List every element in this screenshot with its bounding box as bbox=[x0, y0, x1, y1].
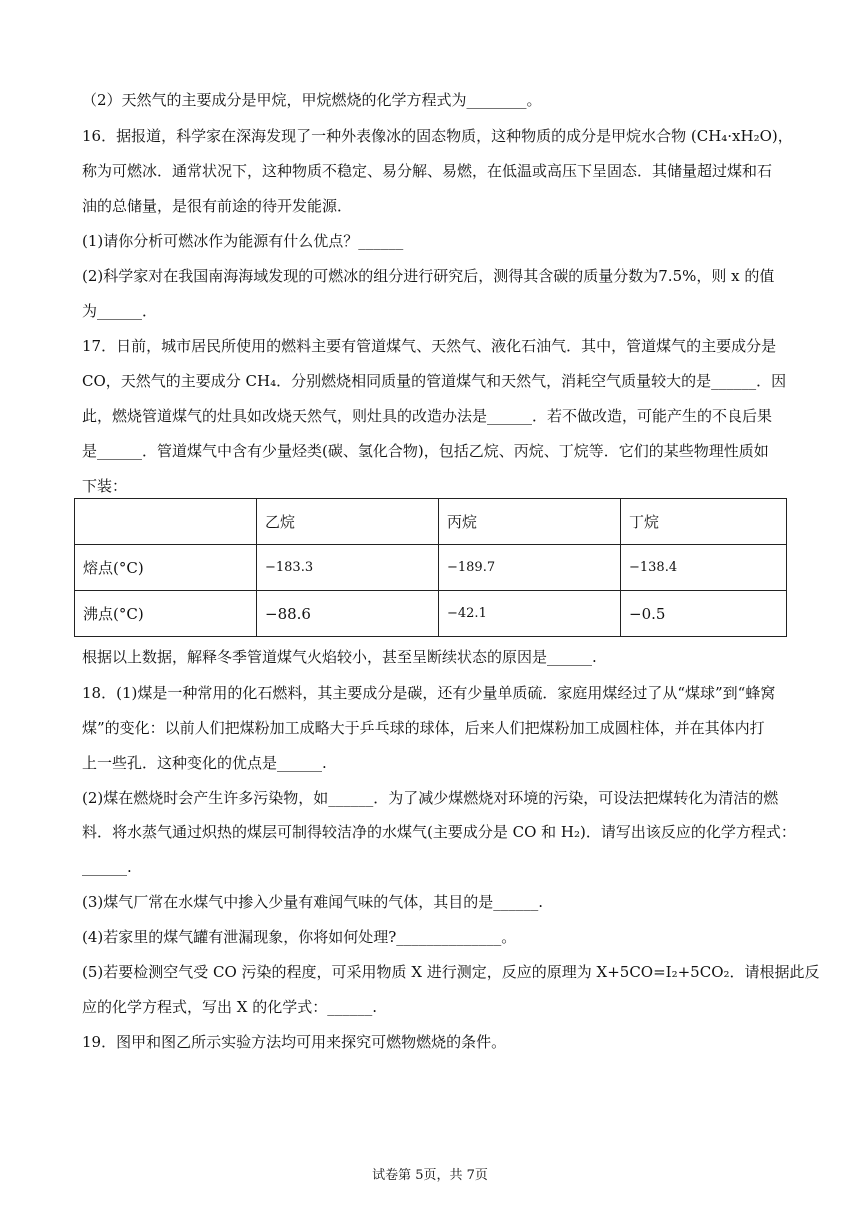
table-cell: −42.1 bbox=[439, 591, 621, 637]
q18-part5-line2: 应的化学方程式，写出 X 的化学式：______. bbox=[82, 998, 377, 1016]
q18-part4: (4)若家里的煤气罐有泄漏现象，你将如何处理?______________。 bbox=[82, 928, 517, 946]
row-label: 沸点(°C) bbox=[75, 591, 257, 637]
q17-stem-line3: 此，燃烧管道煤气的灶具如改烧天然气，则灶具的改造办法是______．若不做改造，可能产生的不良后果 bbox=[82, 407, 773, 425]
page-footer: 试卷第 5页，共 7页 bbox=[372, 1168, 488, 1183]
q18-part1-line3: 上一些孔．这种变化的优点是______. bbox=[82, 754, 327, 772]
q18-part2-line2: 料．将水蒸气通过炽热的煤层可制得较洁净的水煤气(主要成分是 CO 和 H₂)．请写出该反应的化学方程式： bbox=[82, 823, 796, 841]
table-cell: −138.4 bbox=[621, 545, 787, 591]
table-row bbox=[75, 545, 787, 591]
table-header-row bbox=[75, 499, 787, 545]
q18-part2-line3: ______. bbox=[82, 858, 132, 876]
q16-part1: (1)请你分析可燃冰作为能源有什么优点？______ bbox=[82, 232, 404, 250]
table-header-cell: 乙烷 bbox=[257, 499, 439, 545]
q15-part2: （2）天然气的主要成分是甲烷，甲烷燃烧的化学方程式为________。 bbox=[82, 91, 542, 109]
q16-stem-line2: 称为可燃冰．通常状况下，这种物质不稳定、易分解、易燃，在低温或高压下呈固态．其储量超过煤和石 bbox=[82, 162, 773, 180]
table-header-cell: 丁烷 bbox=[621, 499, 787, 545]
q17-followup: 根据以上数据，解释冬季管道煤气火焰较小，甚至呈断续状态的原因是______. bbox=[82, 648, 597, 666]
q16-part2-line1: (2)科学家对在我国南海海域发现的可燃冰的组分进行研究后，测得其含碳的质量分数为7.5%，则 x 的值 bbox=[82, 267, 775, 285]
table-header-cell bbox=[75, 499, 257, 545]
table-cell: −189.7 bbox=[439, 545, 621, 591]
table-cell: −88.6 bbox=[257, 591, 439, 637]
table-cell: −0.5 bbox=[621, 591, 787, 637]
q17-stem-line2: CO，天然气的主要成分 CH₄．分别燃烧相同质量的管道煤气和天然气，消耗空气质量较大的是______．因 bbox=[82, 372, 787, 390]
table-row bbox=[75, 591, 787, 637]
q17-stem-line5: 下装： bbox=[82, 477, 128, 495]
table-cell: −183.3 bbox=[257, 545, 439, 591]
row-label: 熔点(°C) bbox=[75, 545, 257, 591]
q18-part1-line1: 18．(1)煤是一种常用的化石燃料，其主要成分是碳，还有少量单质硫．家庭用煤经过了从“煤球”到“蜂窝 bbox=[82, 684, 776, 702]
q18-part3: (3)煤气厂常在水煤气中掺入少量有难闻气味的气体，其目的是______. bbox=[82, 893, 544, 911]
q18-part5-line1: (5)若要检测空气受 CO 污染的程度，可采用物质 X 进行测定，反应的原理为 X+5CO=I₂+5CO₂．请根据此反 bbox=[82, 963, 820, 981]
q16-stem-line1: 16．据报道，科学家在深海发现了一种外表像冰的固态物质，这种物质的成分是甲烷水合物 (CH₄·xH₂O)， bbox=[82, 127, 793, 145]
q18-part1-line2: 煤”的变化：以前人们把煤粉加工成略大于乒乓球的球体，后来人们把煤粉加工成圆柱体，并在其体内打 bbox=[82, 719, 765, 737]
q17-stem-line1: 17．日前，城市居民所使用的燃料主要有管道煤气、天然气、液化石油气．其中，管道煤气的主要成分是 bbox=[82, 337, 777, 355]
q16-stem-line3: 油的总储量，是很有前途的待开发能源． bbox=[82, 197, 353, 215]
q18-part2-line1: (2)煤在燃烧时会产生许多污染物，如______．为了减少煤燃烧对环境的污染，可设法把煤转化为清洁的燃 bbox=[82, 789, 779, 807]
alkane-properties-table bbox=[74, 498, 787, 637]
table-header-cell: 丙烷 bbox=[439, 499, 621, 545]
q16-part2-line2: 为______． bbox=[82, 302, 158, 320]
q19-stem: 19．图甲和图乙所示实验方法均可用来探究可燃物燃烧的条件。 bbox=[82, 1033, 507, 1051]
q17-stem-line4: 是______．管道煤气中含有少量烃类(碳、氢化合物)，包括乙烷、丙烷、丁烷等．它们的某些物理性质如 bbox=[82, 442, 769, 460]
